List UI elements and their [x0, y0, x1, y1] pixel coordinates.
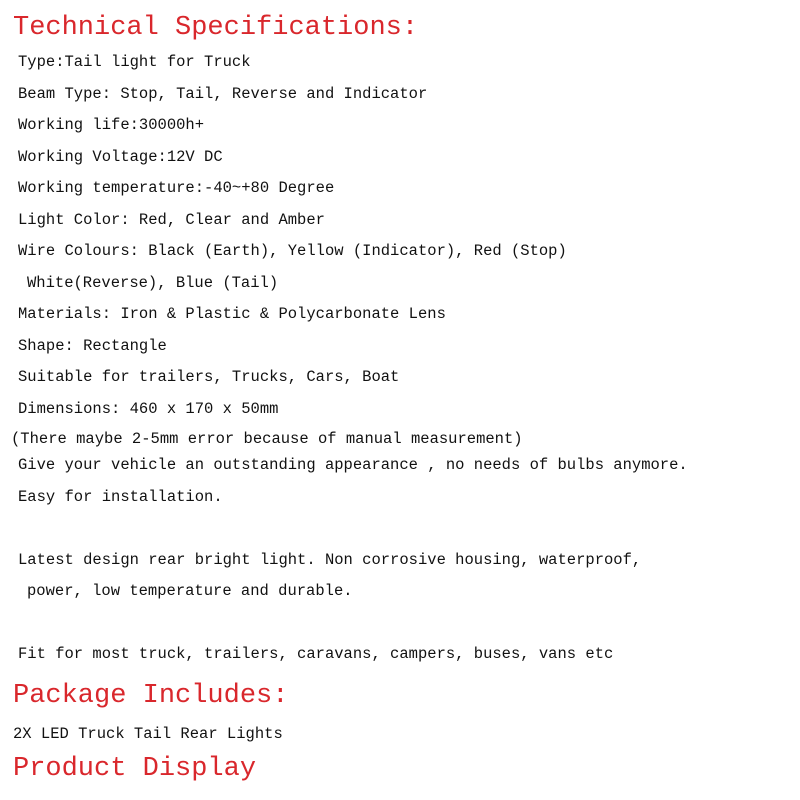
- package-item: 2X LED Truck Tail Rear Lights: [13, 725, 283, 743]
- spec-fit: Fit for most truck, trailers, caravans, campers, buses, vans etc: [18, 645, 614, 663]
- spec-materials: Materials: Iron & Plastic & Polycarbonate Lens: [18, 305, 446, 323]
- spec-error-note: (There maybe 2-5mm error because of manual measurement): [11, 430, 523, 448]
- spec-working-voltage: Working Voltage:12V DC: [18, 148, 223, 166]
- spec-dimensions: Dimensions: 460 x 170 x 50mm: [18, 400, 279, 418]
- spec-suitable: Suitable for trailers, Trucks, Cars, Boat: [18, 368, 400, 386]
- spec-installation: Easy for installation.: [18, 488, 223, 506]
- spec-wire-colours-continued: White(Reverse), Blue (Tail): [27, 274, 279, 292]
- spec-design-continued: power, low temperature and durable.: [27, 582, 353, 600]
- spec-light-color: Light Color: Red, Clear and Amber: [18, 211, 325, 229]
- spec-appearance: Give your vehicle an outstanding appearance , no needs of bulbs anymore.: [18, 456, 688, 474]
- spec-beam-type: Beam Type: Stop, Tail, Reverse and Indicator: [18, 85, 428, 103]
- spec-working-life: Working life:30000h+: [18, 116, 205, 134]
- spec-shape: Shape: Rectangle: [18, 337, 167, 355]
- package-includes-heading: Package Includes:: [13, 681, 289, 711]
- technical-specifications-heading: Technical Specifications:: [13, 13, 419, 43]
- spec-type: Type:Tail light for Truck: [18, 53, 251, 71]
- product-display-heading: Product Display: [13, 754, 257, 784]
- spec-working-temperature: Working temperature:-40~+80 Degree: [18, 179, 335, 197]
- spec-wire-colours: Wire Colours: Black (Earth), Yellow (Indicator), Red (Stop): [18, 242, 567, 260]
- spec-design: Latest design rear bright light. Non corrosive housing, waterproof,: [18, 551, 642, 569]
